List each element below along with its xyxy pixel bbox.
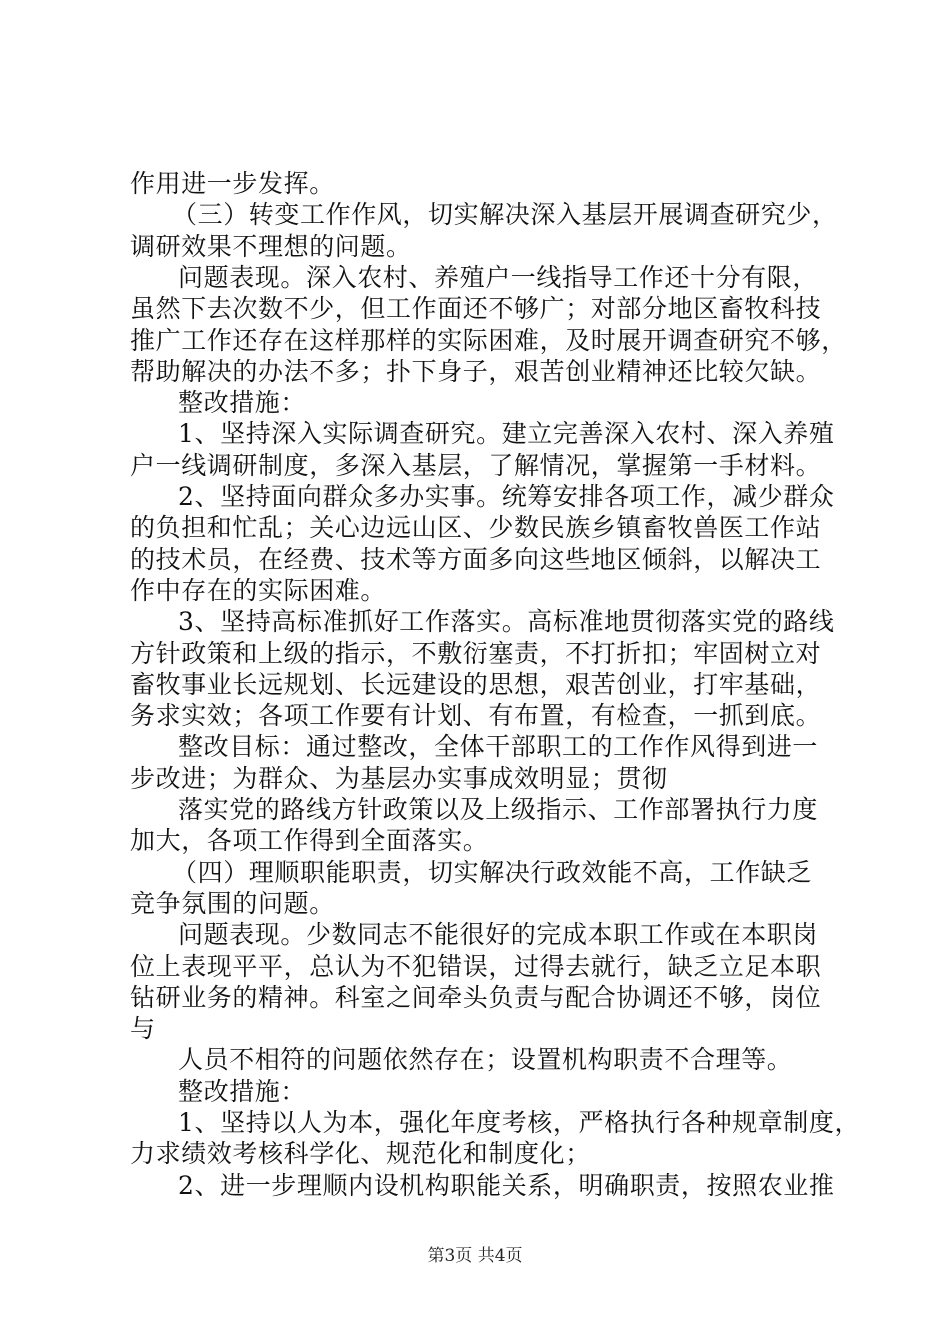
text-line: 问题表现。深入农村、养殖户一线指导工作还十分有限， <box>178 262 819 292</box>
subheading: 整改措施： <box>178 388 307 418</box>
text-line: 人员不相符的问题依然存在；设置机构职责不合理等。 <box>178 1045 793 1075</box>
subheading: 整改措施： <box>178 1076 307 1106</box>
text-line: 户一线调研制度，多深入基层，了解情况，掌握第一手材料。 <box>130 450 822 480</box>
text-line: 钻研业务的精神。科室之间牵头负责与配合协调还不够，岗位 <box>130 982 822 1012</box>
text-line: 步改进；为群众、为基层办实事成效明显；贯彻 <box>130 763 668 793</box>
text-line: 帮助解决的办法不多；扑下身子，艰苦创业精神还比较欠缺。 <box>130 356 822 386</box>
section-heading: （四）理顺职能职责，切实解决行政效能不高，工作缺乏 <box>172 857 813 887</box>
text-line: 虽然下去次数不少，但工作面还不够广；对部分地区畜牧科技 <box>130 294 822 324</box>
text-line: 力求绩效考核科学化、规范化和制度化； <box>130 1139 591 1169</box>
text-line: 与 <box>130 1014 156 1044</box>
text-line: 的技术员，在经费、技术等方面多向这些地区倾斜，以解决工 <box>130 544 822 574</box>
text-line: 务求实效；各项工作要有计划、有布置，有检查，一抓到底。 <box>130 701 822 731</box>
page-number-footer: 第3页 共4页 <box>427 1246 523 1266</box>
text-line: 问题表现。少数同志不能很好的完成本职工作或在本职岗 <box>178 920 819 950</box>
text-line: 1、坚持以人为本，强化年度考核，严格执行各种规章制度， <box>178 1108 861 1137</box>
text-line: 3、坚持高标准抓好工作落实。高标准地贯彻落实党的路线 <box>178 607 835 637</box>
text-line: 整改目标：通过整改，全体干部职工的工作作风得到进一 <box>178 732 819 762</box>
text-line: 作中存在的实际困难。 <box>130 575 387 605</box>
text-line: 2、坚持面向群众多办实事。统筹安排各项工作，减少群众 <box>178 482 835 511</box>
text-line: 1、坚持深入实际调查研究。建立完善深入农村、深入养殖 <box>178 419 835 449</box>
text-line: 推广工作还存在这样那样的实际困难，及时展开调查研究不够， <box>130 325 847 355</box>
text-line: 调研效果不理想的问题。 <box>130 231 412 261</box>
text-line: 加大，各项工作得到全面落实。 <box>130 826 489 856</box>
text-line: 2、进一步理顺内设机构职能关系，明确职责，按照农业推 <box>178 1170 835 1200</box>
text-line: 竞争氛围的问题。 <box>130 888 335 918</box>
text-line: 的负担和忙乱；关心边远山区、少数民族乡镇畜牧兽医工作站 <box>130 513 822 543</box>
text-line: 方针政策和上级的指示，不敷衍塞责，不打折扣；牢固树立对 <box>130 638 822 668</box>
text-line: 作用进一步发挥。 <box>130 169 335 198</box>
text-line: 位上表现平平，总认为不犯错误，过得去就行，缺乏立足本职 <box>130 951 822 981</box>
section-heading: （三）转变工作作风，切实解决深入基层开展调查研究少， <box>172 200 838 230</box>
text-line: 落实党的路线方针政策以及上级指示、工作部署执行力度 <box>178 795 819 824</box>
text-line: 畜牧事业长远规划、长远建设的思想，艰苦创业，打牢基础， <box>130 669 822 699</box>
